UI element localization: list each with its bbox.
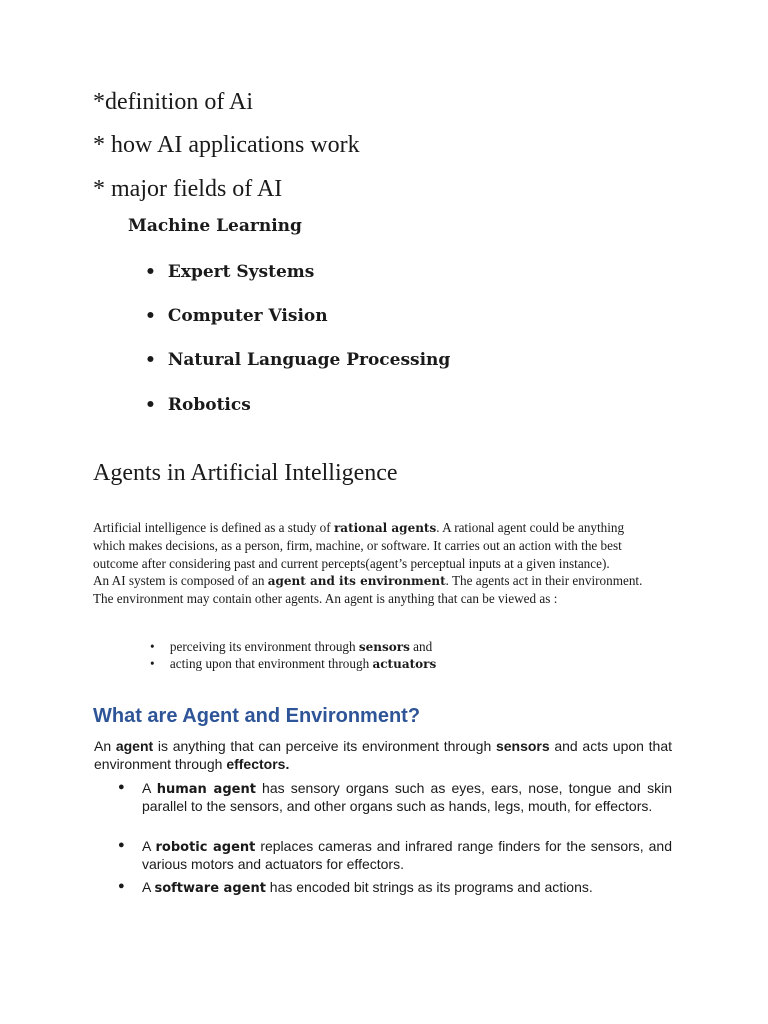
section-title-agents: Agents in Artificial Intelligence — [93, 460, 398, 486]
text-run: . The agents act in their environment. The environment may contain other agents. An agent is anything that can be viewed as : — [93, 572, 643, 607]
bold-term: effectors. — [226, 755, 290, 772]
bold-term: robotic agent — [155, 840, 256, 855]
bold-term: human agent — [156, 782, 256, 797]
bullet-icon: • — [145, 306, 156, 326]
bold-term: rational agents — [333, 521, 437, 535]
text-run: . A rational agent could be anything which makes decisions, as a person, firm, machine, or software. It carries out an action with the best outcome after considering past and current percepts(agent’s perceptual inputs at a given instance). — [93, 520, 625, 571]
field-item-label: Robotics — [167, 395, 251, 415]
list-item — [150, 639, 432, 655]
text-run: acting upon that environment through — [169, 656, 373, 671]
text-run: A — [142, 879, 155, 895]
bullet-icon: ● — [118, 781, 125, 793]
bold-term: agent and its environment — [267, 573, 446, 588]
bold-term: software agent — [154, 881, 266, 896]
environment-intro — [94, 738, 672, 773]
section-title-environment: What are Agent and Environment? — [93, 705, 421, 727]
list-item — [145, 395, 251, 415]
field-item-label: Natural Language Processing — [167, 350, 451, 370]
text-run: and — [409, 639, 433, 654]
list-item — [145, 350, 450, 370]
text-run: has sensory organs such as eyes, ears, nose, tongue and skin parallel to the sensors, and other organs such as hands, legs, mouth, for effectors. — [142, 780, 672, 814]
text-run: Artificial intelligence is defined as a study of — [93, 520, 334, 535]
bold-term: actuators — [372, 657, 437, 671]
bullet-icon: • — [145, 395, 156, 415]
list-item — [142, 838, 672, 873]
bold-term: sensors — [358, 640, 410, 654]
list-item — [145, 262, 314, 282]
bullet-icon: ● — [118, 839, 125, 851]
field-item-label: Expert Systems — [167, 262, 315, 282]
text-run: perceiving its environment through — [169, 639, 359, 654]
list-item — [145, 306, 328, 326]
list-item — [142, 879, 672, 897]
text-run: and acts upon that environment through — [94, 738, 673, 772]
agents-paragraph — [93, 519, 653, 607]
text-run: A — [142, 780, 157, 796]
text-run: is anything that can perceive its environment through — [153, 738, 496, 754]
field-item-label: Computer Vision — [167, 306, 328, 326]
text-run: has encoded bit strings as its programs and actions. — [265, 879, 593, 895]
text-run: replaces cameras and infrared range finders for the sensors, and various motors and actuators for effectors. — [142, 838, 672, 872]
bullet-icon: • — [150, 656, 155, 671]
text-run: An — [94, 738, 116, 754]
topic-applications: * how AI applications work — [93, 132, 360, 158]
bullet-icon: • — [145, 262, 156, 282]
bullet-icon: • — [150, 639, 155, 654]
bullet-icon: ● — [118, 880, 125, 892]
list-item — [150, 656, 436, 672]
bold-term: agent — [115, 738, 154, 754]
field-heading: Machine Learning — [128, 216, 302, 236]
topic-major-fields: * major fields of AI — [93, 176, 283, 202]
topic-definition: *definition of Ai — [93, 89, 253, 115]
bullet-icon: • — [145, 350, 156, 370]
list-item — [142, 780, 672, 815]
bold-term: sensors — [495, 738, 550, 754]
text-run: An AI system is composed of an — [93, 572, 268, 588]
text-run: A — [142, 838, 156, 854]
